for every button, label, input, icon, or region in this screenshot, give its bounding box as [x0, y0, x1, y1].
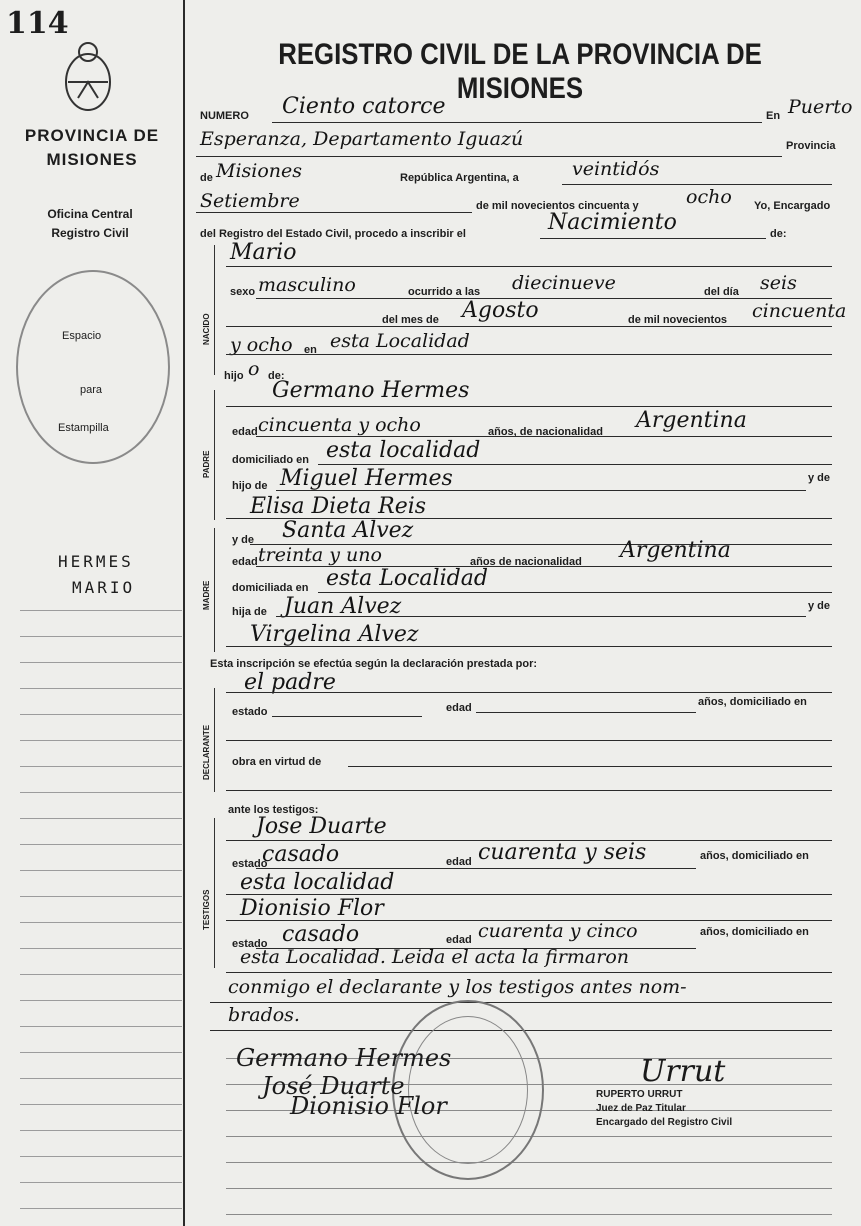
hw-hijo-o: o	[248, 358, 260, 380]
hw-mes: Setiembre	[200, 190, 300, 212]
label-obra: obra en virtud de	[232, 756, 322, 768]
hw-abuela-m: Virgelina Alvez	[250, 622, 419, 647]
line	[476, 712, 696, 713]
label-anos-dom3: años, domiciliado en	[700, 926, 809, 938]
signature-testigo-2: Dionisio Flor	[290, 1092, 447, 1120]
hw-en: Puerto	[788, 96, 853, 118]
hw-sexo: masculino	[258, 274, 356, 296]
label-de-mil2: de mil novecientos	[628, 314, 728, 326]
hw-nac-padre: Argentina	[636, 408, 747, 433]
label-anos-dom: años, domiciliado en	[698, 696, 807, 708]
hw-mes2: Agosto	[462, 298, 539, 323]
bracket-testigos	[214, 818, 215, 968]
label-en: En	[766, 110, 781, 122]
hw-abuela: Elisa Dieta Reis	[250, 494, 427, 519]
ruled-line	[20, 844, 182, 845]
ruled-line	[20, 740, 182, 741]
hw-nombre: Mario	[230, 240, 297, 265]
hw-testigo1: Jose Duarte	[256, 814, 387, 839]
bracket-declarante	[214, 688, 215, 792]
hw-place: Esperanza, Departamento Iguazú	[200, 128, 524, 150]
line	[226, 266, 832, 267]
section-testigos: TESTIGOS	[202, 889, 211, 930]
ruled-line	[20, 610, 182, 611]
hw-numero: Ciento catorce	[282, 94, 446, 119]
hw-lugar: esta Localidad	[330, 330, 470, 352]
hw-abuelo: Miguel Hermes	[280, 466, 453, 491]
signature-padre: Germano Hermes	[236, 1044, 452, 1072]
label-anos-nac: años, de nacionalidad	[488, 426, 603, 438]
line	[540, 238, 766, 239]
ruled-line	[20, 1000, 182, 1001]
label-del-registro: del Registro del Estado Civil, procedo a inscribir el	[200, 228, 466, 240]
hw-dia: veintidós	[572, 158, 660, 180]
ruled-line	[20, 1104, 182, 1105]
ruled-line	[226, 1214, 832, 1215]
ruled-line	[226, 1162, 832, 1163]
hw-edad-t1: cuarenta y seis	[478, 840, 647, 865]
line	[226, 790, 832, 791]
hw-testigo2: Dionisio Flor	[240, 896, 384, 921]
ruled-line	[20, 714, 182, 715]
label-edad5: edad	[446, 934, 472, 946]
margin-note-name: MARIO	[72, 578, 136, 597]
ruled-line	[20, 1208, 182, 1209]
ruled-line	[20, 688, 182, 689]
label-de-mil: de mil novecientos cincuenta y	[476, 200, 639, 212]
label-edad3: edad	[446, 702, 472, 714]
line	[210, 1002, 832, 1003]
stamp-label-2: para	[80, 384, 103, 396]
hw-cont2: brados.	[228, 1004, 300, 1026]
registry-seal	[392, 1000, 544, 1180]
line	[226, 326, 832, 327]
label-edad4: edad	[446, 856, 472, 868]
ruled-line	[20, 1130, 182, 1131]
line	[226, 894, 832, 895]
ruled-line	[20, 662, 182, 663]
line	[256, 868, 696, 869]
label-ocurrido: ocurrido a las	[408, 286, 481, 298]
hw-cont1: conmigo el declarante y los testigos antes nom-	[228, 976, 687, 998]
ruled-line	[20, 792, 182, 793]
line	[226, 354, 832, 355]
line	[256, 436, 832, 437]
hw-dia2: seis	[760, 272, 797, 294]
ruled-line	[20, 636, 182, 637]
label-sexo: sexo	[230, 286, 256, 298]
label-del-mes: del mes de	[382, 314, 439, 326]
sign-line-1: RUPERTO URRUT	[596, 1089, 683, 1100]
line	[196, 156, 782, 157]
page-number: 114	[6, 6, 69, 41]
label-del-dia: del día	[704, 286, 739, 298]
ruled-line	[20, 1156, 182, 1157]
hw-anio: ocho	[686, 186, 732, 208]
hw-dom-madre: esta Localidad	[326, 566, 488, 591]
office-line-2: Registro Civil	[51, 226, 129, 240]
label-provincia: Provincia	[786, 140, 836, 152]
office-line-1: Oficina Central	[47, 207, 133, 221]
section-padre: PADRE	[202, 450, 211, 478]
sign-line-3: Encargado del Registro Civil	[596, 1117, 733, 1128]
ruled-line	[20, 974, 182, 975]
section-nacido: NACIDO	[202, 313, 211, 345]
left-margin-column	[0, 0, 185, 1226]
label-y-de: y de	[808, 472, 831, 484]
official-signature-block	[596, 1088, 732, 1130]
hw-nac-madre: Argentina	[620, 538, 731, 563]
line	[348, 766, 832, 767]
label-anos-nac2: años de nacionalidad	[470, 556, 582, 568]
line	[226, 692, 832, 693]
hw-estado-t2: casado	[282, 922, 360, 947]
stamp-space	[16, 270, 170, 464]
label-de: de	[200, 172, 213, 184]
sign-line-2: Juez de Paz Titular	[596, 1103, 686, 1114]
ruled-line	[20, 1182, 182, 1183]
ruled-line	[20, 948, 182, 949]
hw-dom-padre: esta localidad	[326, 438, 481, 463]
label-edad2: edad	[232, 556, 258, 568]
ruled-line	[20, 1078, 182, 1079]
line	[272, 716, 422, 717]
coat-of-arms-icon	[60, 38, 116, 123]
hw-edad-t2: cuarenta y cinco	[478, 920, 638, 942]
section-madre: MADRE	[202, 580, 211, 610]
document-title: REGISTRO CIVIL DE LA PROVINCIA DE MISIONES	[278, 38, 762, 105]
line	[276, 616, 806, 617]
label-hijo-de: hijo de	[232, 480, 268, 492]
line	[226, 740, 832, 741]
label-anos-dom2: años, domiciliado en	[700, 850, 809, 862]
province-name: PROVINCIA DE MISIONES	[24, 126, 160, 169]
line	[562, 184, 832, 185]
label-estado3: estado	[232, 938, 268, 950]
hw-padre: Germano Hermes	[272, 378, 470, 403]
label-y-de2: y de	[232, 534, 255, 546]
stamp-label-3: Estampilla	[58, 422, 109, 434]
hw-estado-t1: casado	[262, 842, 340, 867]
hw-tipo: Nacimiento	[548, 210, 677, 235]
line	[226, 646, 832, 647]
line	[196, 212, 472, 213]
label-domiciliada: domiciliada en	[232, 582, 309, 594]
line	[226, 406, 832, 407]
line	[276, 490, 806, 491]
ruled-line	[20, 1052, 182, 1053]
hw-dom-t2: esta Localidad. Leida el acta la firmaron	[240, 946, 630, 968]
margin-note-surname: HERMES	[58, 552, 134, 571]
section-declarante: DECLARANTE	[202, 724, 211, 780]
hw-hora: diecinueve	[512, 272, 616, 294]
bracket-padre	[214, 390, 215, 520]
label-testigos: ante los testigos:	[228, 804, 319, 816]
label-estado2: estado	[232, 858, 268, 870]
label-de2: de:	[770, 228, 787, 240]
label-domiciliado: domiciliado en	[232, 454, 310, 466]
ruled-line	[226, 1188, 832, 1189]
line	[226, 972, 832, 973]
label-en2: en	[304, 344, 317, 356]
hw-provincia: Misiones	[216, 160, 303, 182]
hw-edad-madre: treinta y uno	[258, 544, 382, 566]
signature-encargado: Urrut	[640, 1054, 726, 1089]
ruled-line	[20, 896, 182, 897]
bracket-nacido	[214, 245, 215, 375]
ruled-line	[20, 922, 182, 923]
hw-madre: Santa Alvez	[282, 518, 414, 543]
ruled-line	[20, 870, 182, 871]
label-numero: NUMERO	[200, 110, 249, 122]
label-inscripcion: Esta inscripción se efectúa según la declaración prestada por:	[210, 658, 538, 670]
label-hija-de: hija de	[232, 606, 267, 618]
hw-anio2b: y ocho	[230, 334, 293, 356]
signature-testigo-1: José Duarte	[262, 1072, 405, 1100]
ruled-line	[20, 818, 182, 819]
line	[256, 298, 832, 299]
label-estado: estado	[232, 706, 268, 718]
label-hijo: hijo	[224, 370, 244, 382]
label-yo: Yo, Encargado	[754, 200, 831, 212]
hw-declarante: el padre	[244, 670, 336, 695]
bracket-madre	[214, 528, 215, 652]
line	[272, 122, 762, 123]
hw-abuelo-m: Juan Alvez	[284, 594, 402, 619]
label-y-de3: y de	[808, 600, 831, 612]
label-republica: República Argentina, a	[400, 172, 519, 184]
hw-edad-padre: cincuenta y ocho	[258, 414, 421, 436]
label-edad: edad	[232, 426, 258, 438]
office-name	[10, 205, 170, 243]
hw-dom-t1: esta localidad	[240, 870, 395, 895]
ruled-line	[20, 1026, 182, 1027]
hw-anio2: cincuenta	[752, 300, 847, 322]
ruled-line	[20, 766, 182, 767]
line	[318, 464, 832, 465]
stamp-label-1: Espacio	[62, 330, 102, 342]
line	[318, 592, 832, 593]
label-de3: de:	[268, 370, 285, 382]
